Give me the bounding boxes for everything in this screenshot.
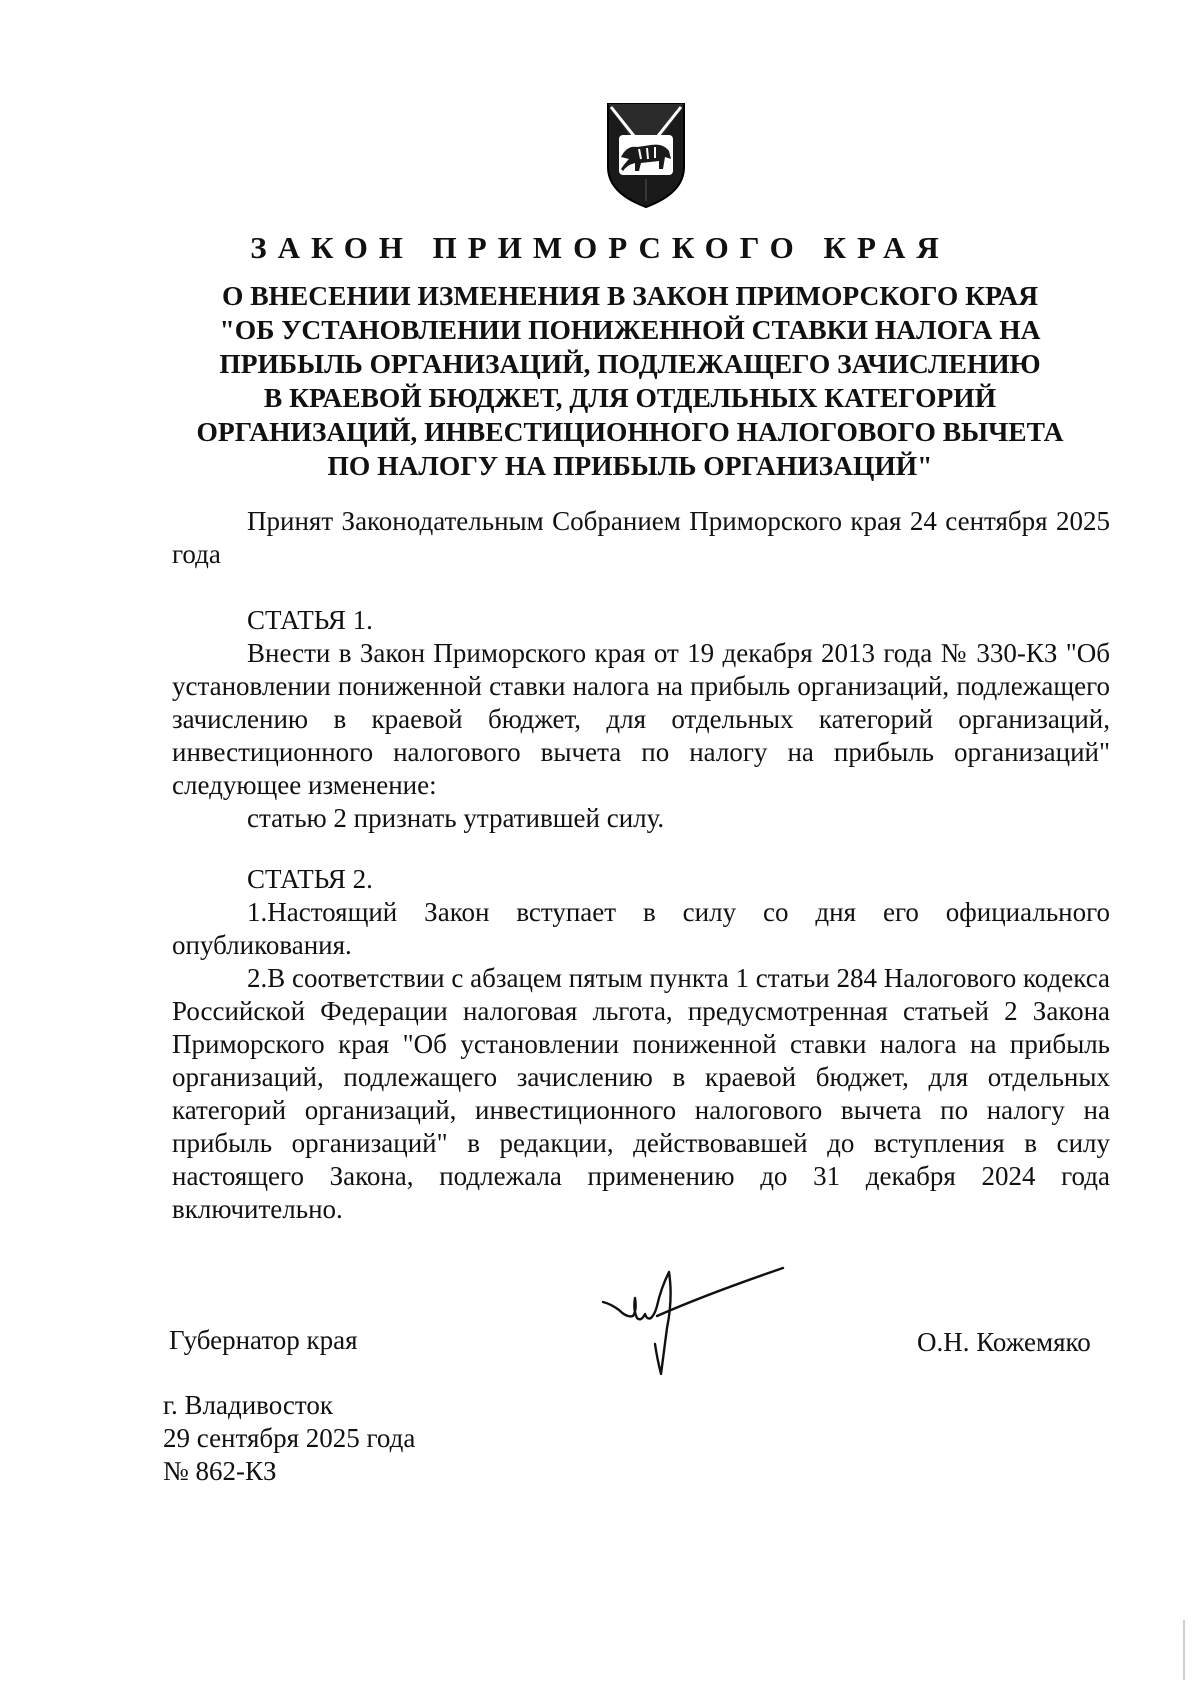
adoption-note [172,505,1110,571]
subtitle-line: "ОБ УСТАНОВЛЕНИИ ПОНИЖЕННОЙ СТАВКИ НАЛОГА НА [219,314,1041,345]
article-1-item: статью 2 признать утратившей силу. [247,803,665,833]
law-title: ЗАКОН ПРИМОРСКОГО КРАЯ [250,230,950,265]
footer-number: № 862-КЗ [163,1456,277,1486]
subtitle-line: О ВНЕСЕНИИ ИЗМЕНЕНИЯ В ЗАКОН ПРИМОРСКОГО КРАЯ [221,280,1039,311]
article-2 [172,863,1110,1226]
subtitle-line: ПО НАЛОГУ НА ПРИБЫЛЬ ОРГАНИЗАЦИЙ" [327,450,933,481]
footer-city: г. Владивосток [163,1390,333,1420]
scan-edge-mark [1183,1620,1185,1680]
article-1 [172,604,1110,835]
subtitle-line: ОРГАНИЗАЦИЙ, ИНВЕСТИЦИОННОГО НАЛОГОВОГО ВЫЧЕТА [196,416,1064,447]
document-footer [163,1389,415,1488]
law-subtitle [170,279,1090,483]
article-2-paragraph-1: 1.Настоящий Закон вступает в силу со дня его официального опубликования. [172,897,1110,960]
article-2-paragraph-2: 2.В соответствии с абзацем пятым пункта 1 статьи 284 Налогового кодекса Российской Федерации налоговая льгота, предусмотренная статьей 2 Закона Приморского края "Об установлении пониженной ставки налога на прибыль организаций, подлежащего зачислению в краевой бюджет, для отдельных категорий организаций, инвестиционного налогового вычета по налогу на прибыль организаций" в редакции, действовавшей до вступления в силу настоящего Закона, подлежала применению до 31 декабря 2024 года включительно. [172,963,1110,1224]
adoption-text: Принят Законодательным Собранием Приморского края 24 сентября 2025 года [172,506,1110,569]
article-1-paragraph: Внести в Закон Приморского края от 19 декабря 2013 года № 330-КЗ "Об установлении пониженной ставки налога на прибыль организаций, подлежащего зачислению в краевой бюджет, для отдельных категорий организаций, инвестиционного налогового вычета по налогу на прибыль организаций" следующее изменение: [172,638,1110,800]
handwritten-signature-icon [597,1258,787,1378]
footer-date: 29 сентября 2025 года [163,1423,416,1453]
subtitle-line: В КРАЕВОЙ БЮДЖЕТ, ДЛЯ ОТДЕЛЬНЫХ КАТЕГОРИЙ [263,382,997,413]
coat-of-arms-icon [605,101,687,209]
signer-position: Губернатор края [169,1325,358,1355]
article-2-heading: СТАТЬЯ 2. [247,864,373,894]
article-1-heading: СТАТЬЯ 1. [247,605,373,635]
signer-name: О.Н. Кожемяко [917,1327,1091,1357]
subtitle-line: ПРИБЫЛЬ ОРГАНИЗАЦИЙ, ПОДЛЕЖАЩЕГО ЗАЧИСЛЕНИЮ [219,348,1041,379]
